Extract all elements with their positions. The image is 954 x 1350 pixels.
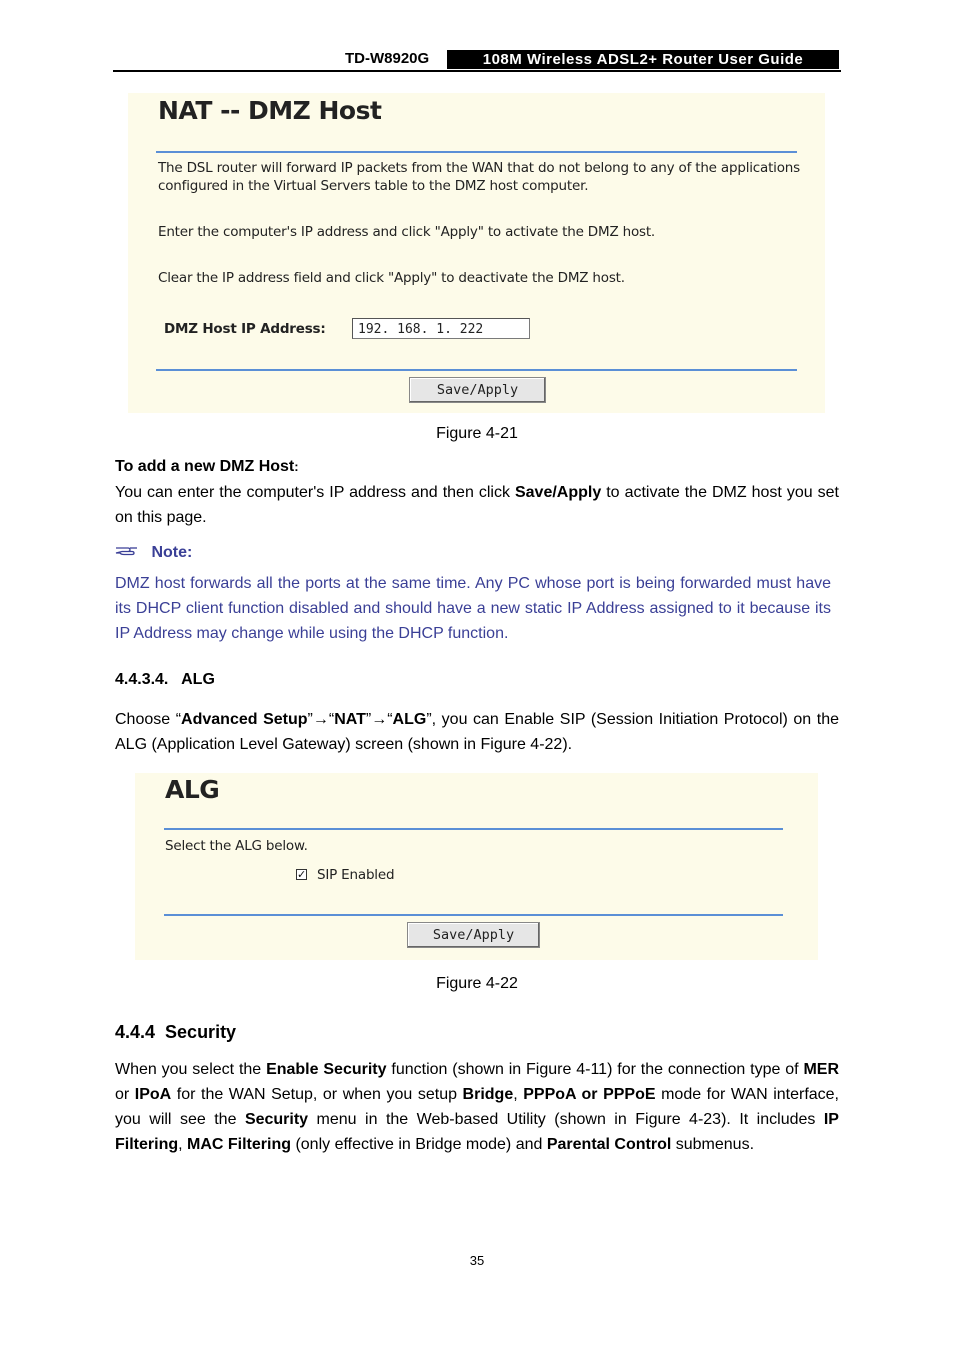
- security-heading: 4.4.4 Security: [115, 1022, 237, 1042]
- alg-intro-nat: NAT: [334, 711, 366, 728]
- add-dmz-text-end: to activate the DMZ host you set on this page.: [115, 484, 840, 526]
- note-text: DMZ host forwards all the ports at the same time. Any PC whose port is being forwarded must have its DHCP client function disabled and should have a new static IP Address assigned to it because its IP Address may change while using the DHCP function.: [115, 575, 831, 642]
- alg-intro-arrow-2: ”→“: [365, 711, 393, 728]
- dmz-clear-text: Clear the IP address field and click "Apply" to deactivate the DMZ host.: [158, 270, 625, 286]
- security-text-1: When you select the: [115, 1061, 267, 1078]
- security-bold-8: MAC Filtering: [187, 1136, 291, 1153]
- add-dmz-heading-text: To add a new DMZ Host: [115, 458, 295, 475]
- add-dmz-bold: Save/Apply: [514, 484, 602, 501]
- header-model: TD-W8920G: [345, 50, 430, 67]
- dmz-desc-line2: configured in the Virtual Servers table to the DMZ host computer.: [158, 178, 589, 194]
- security-bold-5: PPPoA or PPPoE: [523, 1086, 656, 1103]
- sip-enabled-checkbox[interactable]: ✓: [297, 869, 307, 881]
- add-dmz-heading-colon: :: [294, 459, 299, 474]
- figure-4-21-caption: Figure 4-21: [436, 425, 518, 442]
- dmz-top-rule: [156, 151, 797, 153]
- security-bold-1: Enable Security: [266, 1061, 387, 1078]
- security-text-6: mode for WAN interface, you will see the: [115, 1086, 840, 1128]
- add-dmz-heading: [115, 458, 299, 476]
- dmz-screenshot: [128, 93, 825, 413]
- security-bold-7: IP Filtering: [115, 1111, 839, 1153]
- security-text-10: submenus.: [671, 1136, 755, 1153]
- alg-intro-advanced: Advanced Setup: [181, 711, 308, 728]
- alg-intro-text: Choose “: [115, 711, 182, 728]
- security-text-2: function (shown in Figure 4-11) for the connection type of: [386, 1061, 804, 1078]
- security-text-4: for the WAN Setup, or when you setup: [171, 1086, 463, 1103]
- security-text-7: menu in the Web-based Utility (shown in Figure 4-23). It includes: [308, 1111, 824, 1128]
- page-number: 35: [469, 1253, 485, 1268]
- header-rule: [113, 70, 841, 72]
- alg-intro-alg: ALG: [392, 711, 427, 728]
- dmz-ip-label: DMZ Host IP Address:: [164, 321, 326, 337]
- dmz-title: NAT -- DMZ Host: [158, 96, 382, 125]
- security-bold-9: Parental Control: [546, 1136, 672, 1153]
- sip-enabled-label: SIP Enabled: [317, 867, 395, 883]
- dmz-bottom-rule: [156, 369, 797, 371]
- figure-4-22-caption: Figure 4-22: [436, 975, 518, 992]
- security-bold-3: IPoA: [134, 1086, 172, 1103]
- dmz-enter-text: Enter the computer's IP address and click "Apply" to activate the DMZ host.: [158, 224, 656, 240]
- header-guide-title: 108M Wireless ADSL2+ Router User Guide: [447, 50, 839, 69]
- alg-screenshot: [135, 773, 818, 960]
- pointing-hand-icon: [115, 544, 139, 558]
- security-text-9: (only effective in Bridge mode) and: [291, 1136, 547, 1153]
- alg-select-text: Select the ALG below.: [165, 838, 308, 854]
- alg-top-rule: [164, 828, 783, 830]
- security-bold-2: MER: [803, 1061, 840, 1078]
- security-bold-6: Security: [244, 1111, 309, 1128]
- alg-save-apply-button[interactable]: Save/Apply: [407, 922, 540, 948]
- dmz-save-apply-button[interactable]: Save/Apply: [409, 377, 546, 403]
- add-dmz-text: You can enter the computer's IP address and then click: [115, 484, 515, 501]
- alg-title: ALG: [165, 775, 220, 804]
- note-label: Note:: [151, 544, 193, 561]
- dmz-ip-input[interactable]: 192. 168. 1. 222: [352, 318, 530, 339]
- security-paragraph: [115, 1057, 839, 1157]
- security-bold-4: Bridge: [462, 1086, 514, 1103]
- security-text-8: ,: [178, 1136, 187, 1153]
- security-text-5: ,: [513, 1086, 524, 1103]
- security-text-3: or: [115, 1086, 135, 1103]
- dmz-desc-line1: The DSL router will forward IP packets from the WAN that do not belong to any of the applications: [158, 160, 800, 176]
- alg-intro-paragraph: [115, 707, 839, 757]
- add-dmz-paragraph: [115, 480, 839, 530]
- alg-intro-text-end: ”, you can Enable SIP (Session Initiation Protocol) on the ALG (Application Level Gateway) screen (shown in Figure 4-22).: [115, 711, 840, 753]
- note-label-row: [115, 544, 192, 562]
- alg-section-heading: 4.4.3.4. ALG: [115, 671, 215, 688]
- alg-bottom-rule: [164, 914, 783, 916]
- alg-intro-arrow-1: ”→“: [307, 711, 335, 728]
